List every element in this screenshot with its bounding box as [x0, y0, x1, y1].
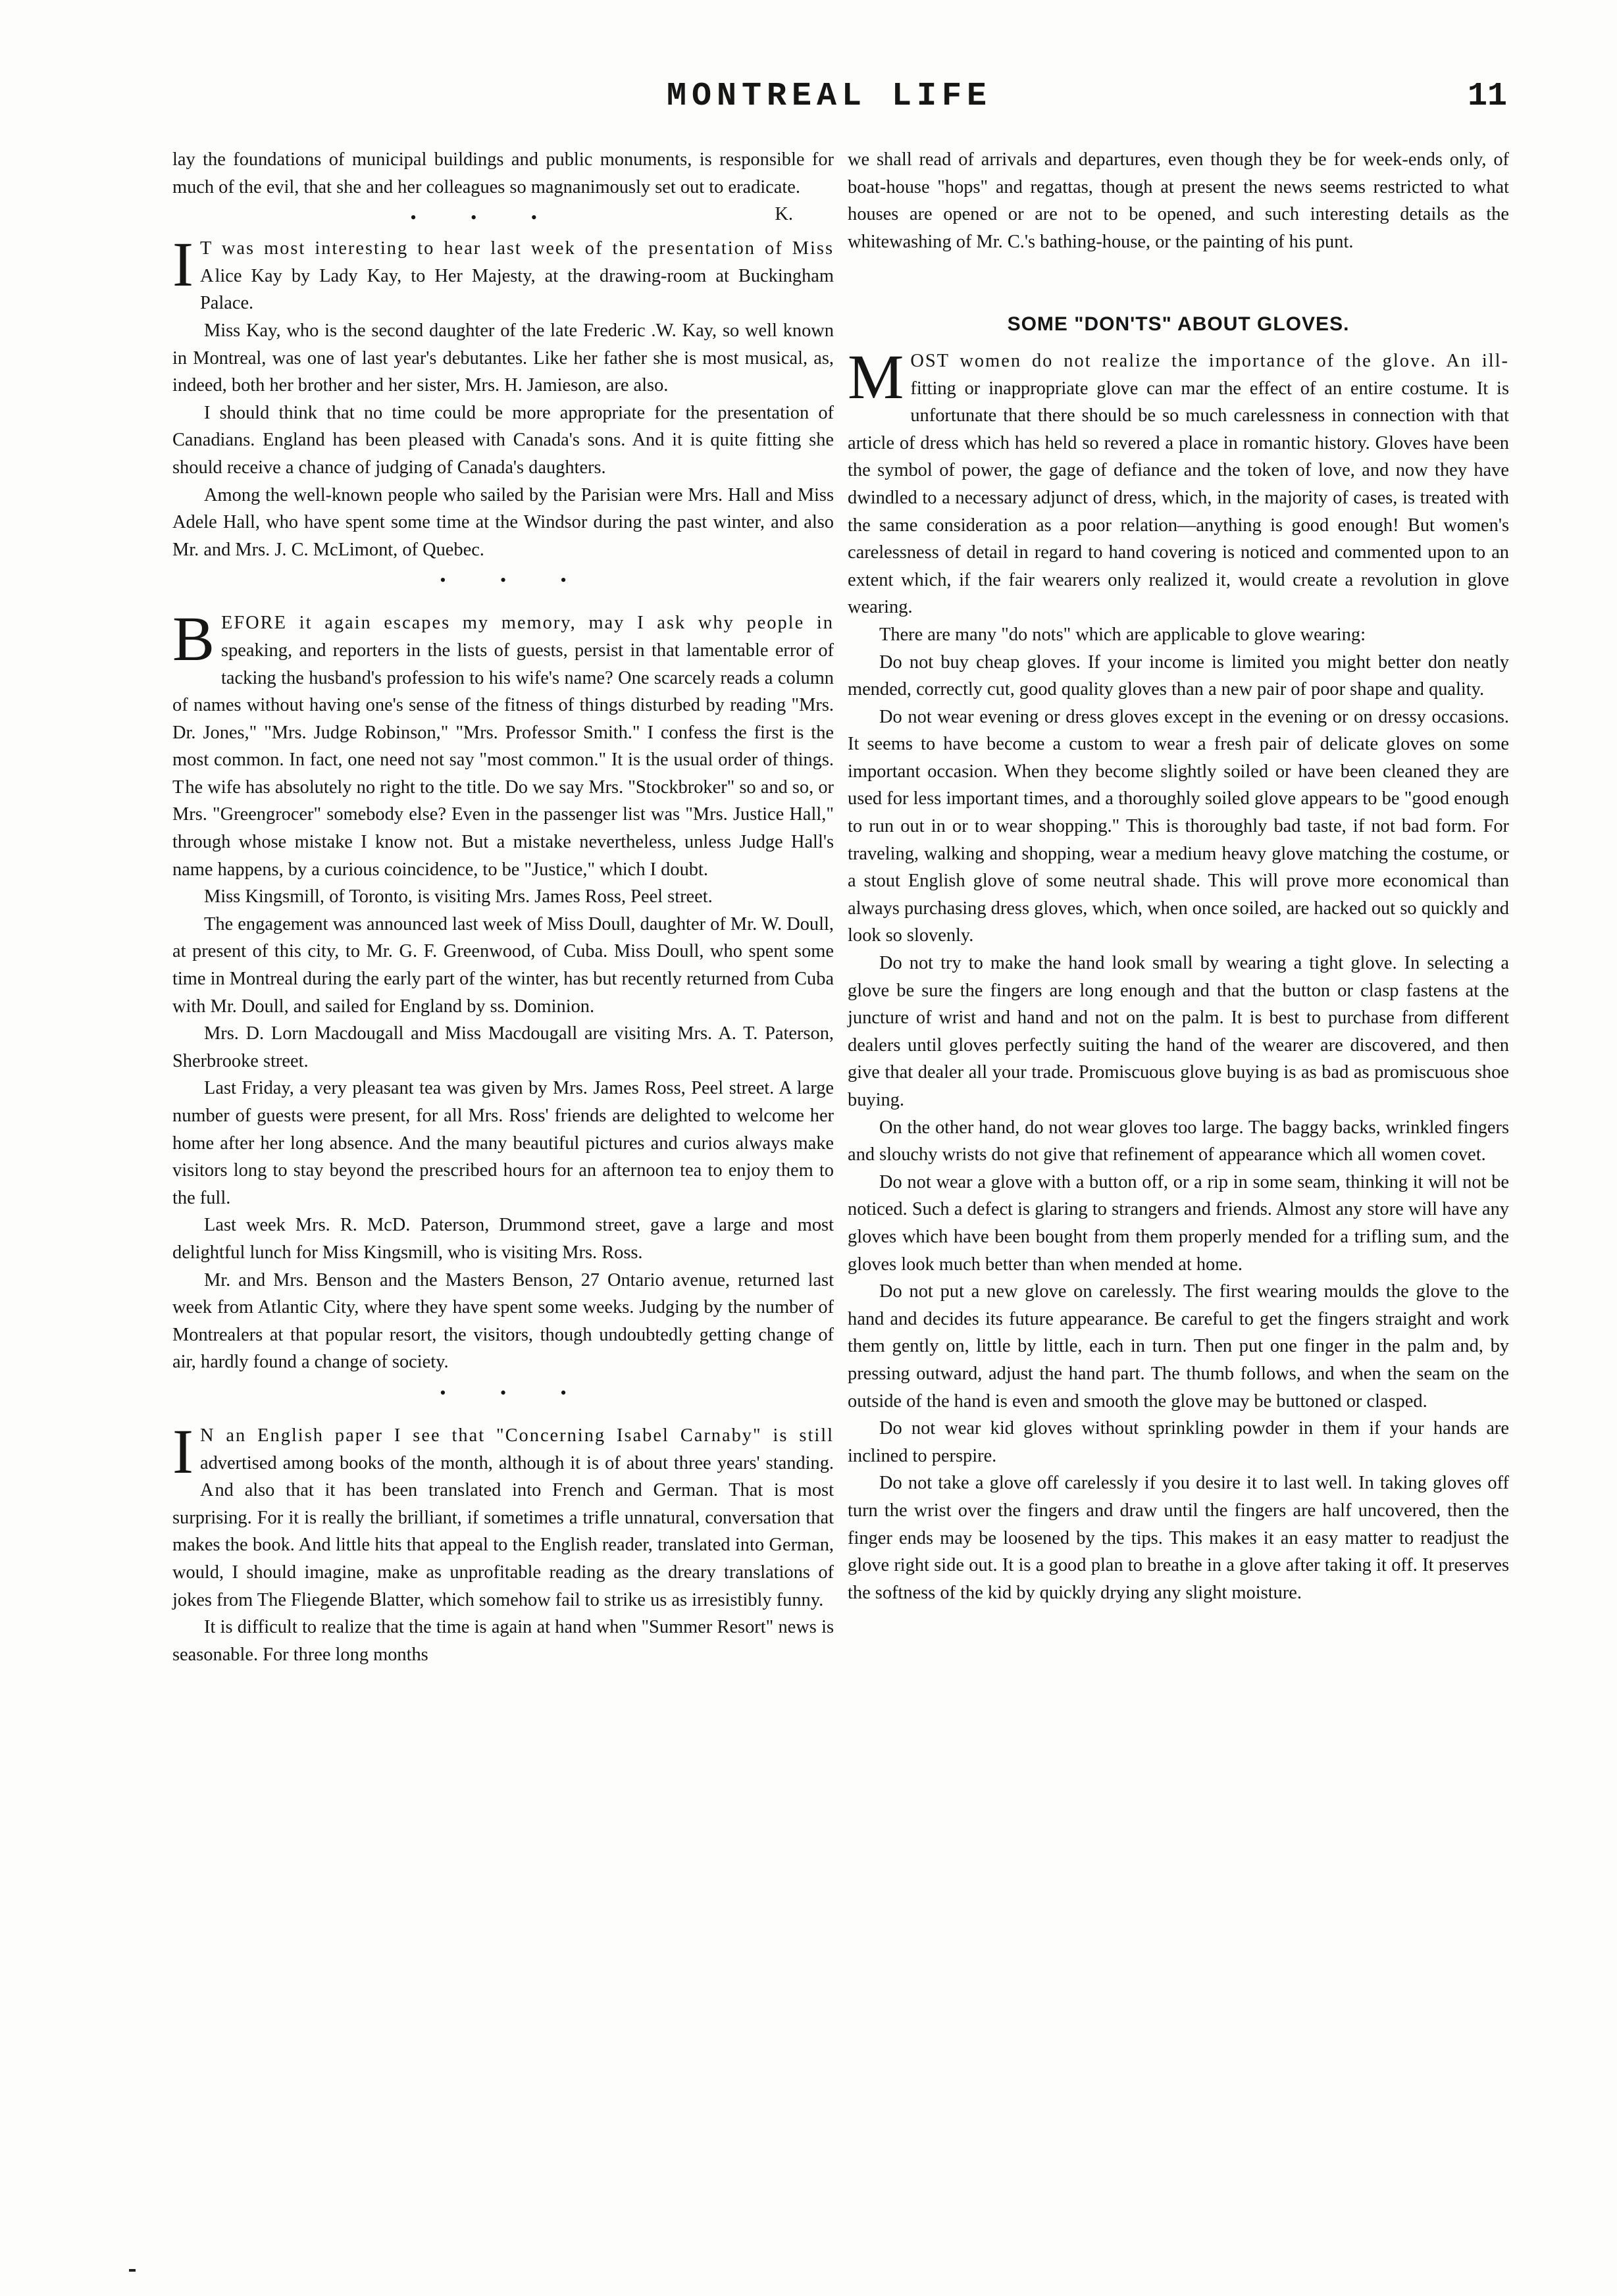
- paragraph: Last week Mrs. R. McD. Paterson, Drummond street, gave a large and most delightful lunch for Miss Kingsmill, who is visiting Mrs. Ross.: [172, 1215, 834, 1263]
- section-heading: SOME "DON'TS" ABOUT GLOVES.: [1007, 313, 1350, 336]
- left-column: [172, 146, 834, 1668]
- paragraph: Do not wear evening or dress gloves except in the evening or on dressy occasions. It seems to have become a custom to wear a fresh pair of delicate gloves on some important occasion. When they become slightly soiled or have been cleaned they are used for less important times, and a thoroughly soiled glove appears to be "good enough to run out in or to wear shopping." This is thoroughly bad taste, if not bad form. For traveling, walking and shopping, wear a medium heavy glove matching the costume, or a stout English glove of some neutral shade. This will prove more economical than always purchasing dress gloves, which, when once soiled, are hacked out so quickly and look so slovenly.: [848, 706, 1509, 946]
- paragraph: EFORE it again escapes my memory, may I ask why people in speaking, and reporters in the lists of guests, persist in that lamentable error of tacking the husband's profession to his wife's name? One scarcely reads a column of names without having one's sense of the fitness of things disturbed by reading "Mrs. Dr. Jones," "Mrs. Judge Robinson," "Mrs. Professor Smith." I confess the first is the most common. In fact, one need not say "most common." It is the usual order of things. The wife has absolutely no right to the title. Do we say Mrs. "Stockbroker" so and so, or Mrs. "Greengrocer" somebody else? Even in the passenger list was "Mrs. Justice Hall," through whose mistake I know not. But a mistake nevertheless, unless Judge Hall's name happens, by a curious coincidence, to be "Justice," which I doubt.: [172, 613, 834, 880]
- paragraph: Do not buy cheap gloves. If your income is limited you might better don neatly mended, correctly cut, good quality gloves than a new pair of poor shape and quality.: [848, 651, 1509, 700]
- paragraph: On the other hand, do not wear gloves too large. The baggy backs, wrinkled fingers and slouchy wrists do not give that refinement of appearance which all women covet.: [848, 1117, 1509, 1165]
- paragraph: Do not put a new glove on carelessly. The first wearing moulds the glove to the hand and decides its future appearance. Be careful to get the fingers straight and work them gently on, little by little, each in turn. Then put one finger in the palm and, by pressing outward, adjust the hand part. The thumb follows, and when the seam on the outside of the hand is even and smooth the glove may be buttoned or clasped.: [848, 1281, 1509, 1412]
- page-mark: [129, 2269, 136, 2272]
- paragraph: There are many "do nots" which are applicable to glove wearing:: [879, 624, 1366, 645]
- paragraph: Do not wear kid gloves without sprinkling powder in them if your hands are inclined to perspire.: [848, 1418, 1509, 1466]
- section-separator: • • •: [440, 571, 592, 590]
- right-column: [848, 146, 1509, 1606]
- drop-cap: B: [172, 603, 215, 675]
- section-separator: • • •: [410, 208, 562, 228]
- paragraph: The engagement was announced last week of Miss Doull, daughter of Mr. W. Doull, at present of this city, to Mr. G. F. Greenwood, of Cuba. Miss Doull, who spent some time in Montreal during the early part of the winter, has but recently returned from Cuba with Mr. Doull, and sailed for England by ss. Dominion.: [172, 913, 834, 1017]
- paragraph: Miss Kingsmill, of Toronto, is visiting Mrs. James Ross, Peel street.: [204, 886, 713, 907]
- section-separator: • • •: [440, 1383, 592, 1402]
- paragraph: Among the well-known people who sailed by the Parisian were Mrs. Hall and Miss Adele Hall, who have spent some time at the Windsor during the past winter, and also Mr. and Mrs. J. C. McLimont, of Quebec.: [172, 484, 834, 560]
- paragraph: I should think that no time could be more appropriate for the presentation of Canadians. England has been pleased with Canada's sons. And it is quite fitting she should receive a chance of judging of Canada's daughters.: [172, 402, 834, 478]
- article-carnaby: [172, 1416, 834, 1614]
- drop-cap: I: [172, 1416, 193, 1487]
- paragraph: Mr. and Mrs. Benson and the Masters Benson, 27 Ontario avenue, returned last week from Atlantic City, where they have spent some weeks. Judging by the number of Montrealers at that popular resort, the visitors, though undoubtedly getting change of air, hardly found a change of society.: [172, 1269, 834, 1373]
- article-gloves: [848, 341, 1509, 621]
- paragraph: Mrs. D. Lorn Macdougall and Miss Macdougall are visiting Mrs. A. T. Paterson, Sherbrooke street.: [172, 1023, 834, 1071]
- paragraph: Miss Kay, who is the second daughter of the late Frederic .W. Kay, so well known in Montreal, was one of last year's debutantes. Like her father she is most musical, as, indeed, both her brother and her sister, Mrs. H. Jamieson, are also.: [172, 320, 834, 396]
- page-header: [151, 78, 1507, 124]
- article-titles: [172, 603, 834, 883]
- drop-cap: M: [848, 341, 904, 412]
- running-title: MONTREAL LIFE: [666, 78, 992, 115]
- drop-cap: I: [172, 229, 193, 300]
- paragraph: Do not try to make the hand look small by wearing a tight glove. In selecting a glove be sure the fingers are long enough and that the button or clasp fastens at the juncture of wrist and hand and not on the palm. It is best to purchase from different dealers until gloves perfectly suiting the hand of the wearer are discovered, and then give that dealer all your trade. Promiscuous glove buying is as bad as promiscuous shoe buying.: [848, 953, 1509, 1110]
- paragraph: It is difficult to realize that the time is again at hand when "Summer Resort" news is seasonable. For three long months: [172, 1617, 834, 1665]
- continued-paragraph: lay the foundations of municipal buildings and public monuments, is responsible for much of the evil, that she and her colleagues so magnanimously set out to eradicate. K.: [172, 146, 834, 201]
- paragraph: T was most interesting to hear last week of the presentation of Miss Alice Kay by Lady Kay, to Her Majesty, at the drawing-room at Buckingham Palace.: [199, 238, 834, 314]
- paragraph: N an English paper I see that "Concerning Isabel Carnaby" is still advertised among books of the month, although it is of about three years' standing. And also that it has been translated into French and German. That is most surprising. For it is really the brilliant, if sometimes a trifle unnatural, conversation that makes the book. And little hits that appeal to the English reader, translated into German, would, I should imagine, make as unprofitable reading as the dreary translations of jokes from The Fliegende Blatter, which somehow fail to strike us as irresistibly funny.: [172, 1425, 834, 1610]
- continued-paragraph: we shall read of arrivals and departures, even though they be for week-ends only, of boat-house "hops" and regattas, though at present the news seems restricted to what houses are opened or are not to be opened, and such interesting details as the whitewashing of Mr. C.'s bathing-house, or the painting of his punt.: [848, 149, 1509, 252]
- paragraph: OST women do not realize the importance of the glove. An ill-fitting or inappropriate glove can mar the effect of an entire costume. It is unfortunate that there should be so much carelessness in connection with that article of dress which has held so revered a place in romantic history. Gloves have been the symbol of power, the gage of defiance and the token of love, and now they have dwindled to a necessary adjunct of dress, which, in the majority of cases, is treated with the same consideration as a poor relation—anything is good enough! But women's carelessness of detail in regard to hand covering is noticed and commented upon to an extent which, if the fair wearers only realized it, would create a revolution in glove wearing.: [848, 350, 1509, 618]
- page-number: 11: [1467, 78, 1507, 115]
- paragraph: Do not take a glove off carelessly if you desire it to last well. In taking gloves off turn the wrist over the fingers and draw until the fingers are half uncovered, then the finger ends may be loosened by the tips. This makes it an easy matter to readjust the glove right side out. It is a good plan to breathe in a glove after taking it off. It preserves the softness of the kid by quickly drying any slight moisture.: [848, 1473, 1509, 1603]
- paragraph: Do not wear a glove with a button off, or a rip in some seam, thinking it will not be noticed. Such a defect is glaring to strangers and friends. Almost any store will have any gloves which have been bought from them properly mended for a trifling sum, and the gloves look much better than when mended at home.: [848, 1171, 1509, 1275]
- article-presentation: [172, 229, 834, 317]
- paragraph: Last Friday, a very pleasant tea was given by Mrs. James Ross, Peel street. A large number of guests were present, for all Mrs. Ross' friends are delighted to welcome her home after her long absence. And the many beautiful pictures and curios always make visitors long to stay beyond the prescribed hours for an afternoon tea to enjoy them to the full.: [172, 1078, 834, 1208]
- author-signature: K.: [775, 204, 793, 225]
